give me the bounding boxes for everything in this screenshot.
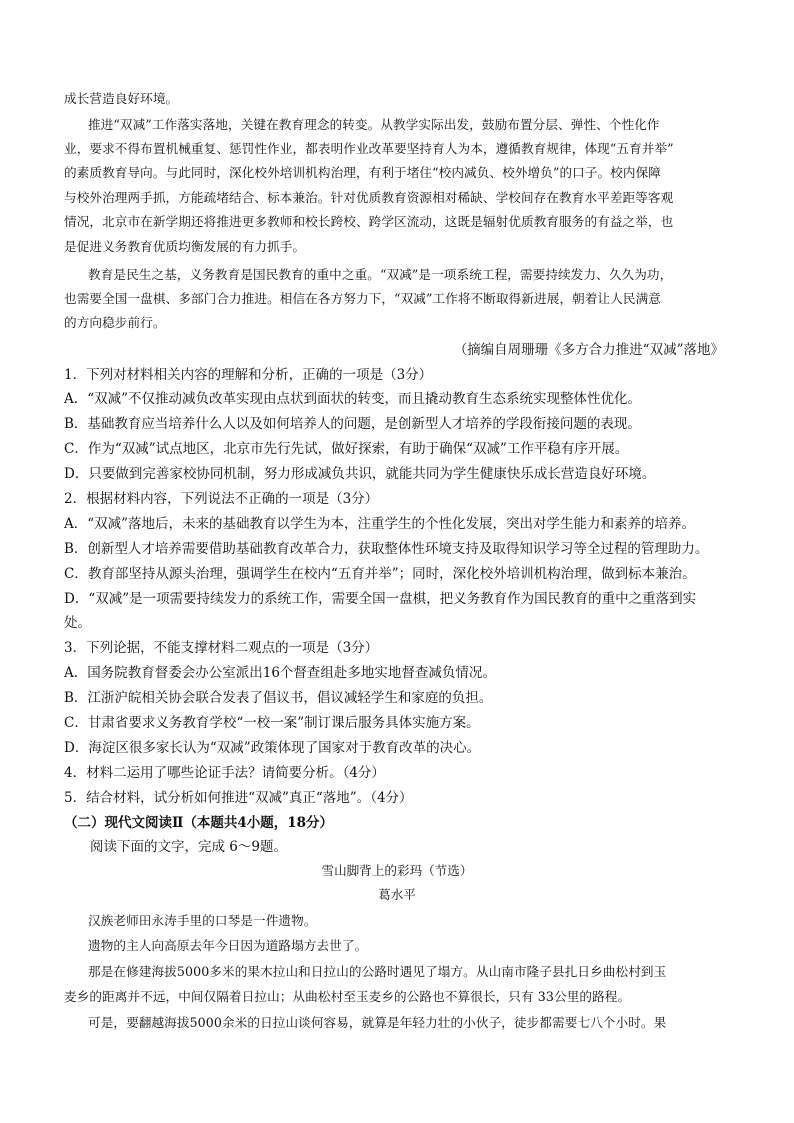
material-line: 推进“双减”工作落实落地，关键在教育理念的转变。从教学实际出发，鼓励布置分层、弹性、个性化作 xyxy=(88,117,660,132)
answer-option: D．“双减”是一项需要持续发力的系统工作，需要全国一盘棋，把义务教育作为国民教育的重中之重落到实 xyxy=(64,591,697,607)
question-stem: 4．材料二运用了哪些论证手法？请简要分析。（4分） xyxy=(64,765,385,781)
story-line: 遗物的主人向高原去年今日因为道路塌方去世了。 xyxy=(88,938,368,953)
story-title: 雪山脚背上的彩玛（节选） xyxy=(321,863,473,878)
answer-option: A．国务院教育督委会办公室派出16个督查组赴多地实地督查减负情况。 xyxy=(64,665,496,681)
question-stem: 2．根据材料内容，下列说法不正确的一项是（3分） xyxy=(64,491,379,507)
answer-option: A．“双减”不仅推动减负改革实现由点状到面状的转变，而且撬动教育生态系统实现整体性优化。 xyxy=(64,391,642,407)
answer-option: B．基础教育应当培养什么人以及如何培养人的问题，是创新型人才培养的学段衔接问题的表现。 xyxy=(64,416,641,432)
story-line: 可是，要翻越海拔5000余米的日拉山谈何容易，就算是年轻力壮的小伙子，徒步都需要七八个小时。果 xyxy=(88,1015,667,1030)
material-line: 成长营造良好环境。 xyxy=(64,91,179,106)
answer-option: C．甘肃省要求义务教育学校“一校一案”制订课后服务具体实施方案。 xyxy=(64,715,480,731)
story-author: 葛水平 xyxy=(378,887,416,902)
material-line: 也需要全国一盘棋、多部门合力推进。相信在各方努力下，“双减”工作将不断取得新进展，朝着让人民满意 xyxy=(64,291,661,306)
material-line: 情况，北京市在新学期还将推进更多教师和校长跨校、跨学区流动，这既是辐射优质教育服务的有益之举，也 xyxy=(64,214,674,229)
answer-option: B．创新型人才培养需要借助基础教育改革合力，获取整体性环境支持及取得知识学习等全过程的管理助力。 xyxy=(64,541,709,557)
section-instruction: 阅读下面的文字，完成 6～9题。 xyxy=(90,839,287,855)
material-line: 的方向稳步前行。 xyxy=(64,315,166,330)
material-line: 教育是民生之基，义务教育是国民教育的重中之重。“双减”是一项系统工程，需要持续发力、久久为功， xyxy=(88,267,673,282)
answer-option: D．只要做到完善家校协同机制，努力形成减负共识，就能共同为学生健康快乐成长营造良好环境。 xyxy=(64,466,656,482)
story-line: 汉族老师田永涛手里的口琴是一件遗物。 xyxy=(88,913,317,928)
story-line: 那是在修建海拔5000多米的果木拉山和日拉山的公路时遇见了塌方。从山南市隆子县扎日乡曲松村到玉 xyxy=(88,964,667,979)
section-heading: （二）现代文阅读Ⅱ（本题共4小题，18分） xyxy=(64,815,334,831)
answer-option: D．海淀区很多家长认为“双减”政策体现了国家对于教育改革的决心。 xyxy=(64,740,481,756)
story-line: 麦乡的距离并不远，中间仅隔着日拉山；从曲松村至玉麦乡的公路也不算很长，只有 33公里的路程。 xyxy=(64,989,631,1004)
material-line: 与校外治理两手抓，方能疏堵结合、标本兼治。针对优质教育资源相对稀缺、学校间存在教育水平差距等客观 xyxy=(64,190,674,205)
answer-option: C．作为“双减”试点地区，北京市先行先试，做好探索，有助于确保“双减”工作平稳有序开展。 xyxy=(64,441,629,457)
source-citation: （摘编自周珊珊《多方合力推进“双减”落地》 xyxy=(453,342,724,358)
answer-option: A．“双减”落地后，未来的基础教育以学生为本，注重学生的个性化发展，突出对学生能力和素养的培养。 xyxy=(64,516,696,532)
question-stem: 3．下列论据，不能支撑材料二观点的一项是（3分） xyxy=(64,640,379,656)
material-line: 的素质教育导向。与此同时，深化校外培训机构治理，有利于堵住“校内减负、校外增负”的口子。校内保障 xyxy=(64,165,661,180)
material-line: 是促进义务教育优质均衡发展的有力抓手。 xyxy=(64,239,306,254)
material-line: 业，要求不得布置机械重复、惩罚性作业，都表明作业改革要坚持育人为本，遵循教育规律，体现“五育并举” xyxy=(64,141,674,156)
question-stem: 1．下列对材料相关内容的理解和分析，正确的一项是（3分） xyxy=(64,367,433,383)
answer-option: C．教育部坚持从源头治理，强调学生在校内“五育并举”；同时，深化校外培训机构治理，做到标本兼治。 xyxy=(64,566,696,582)
answer-option-continued: 处。 xyxy=(64,615,91,631)
question-stem: 5．结合材料，试分析如何推进“双减”真正“落地”。（4分） xyxy=(64,790,413,806)
answer-option: B．江浙沪皖相关协会联合发表了倡议书，倡议减轻学生和家庭的负担。 xyxy=(64,690,493,706)
